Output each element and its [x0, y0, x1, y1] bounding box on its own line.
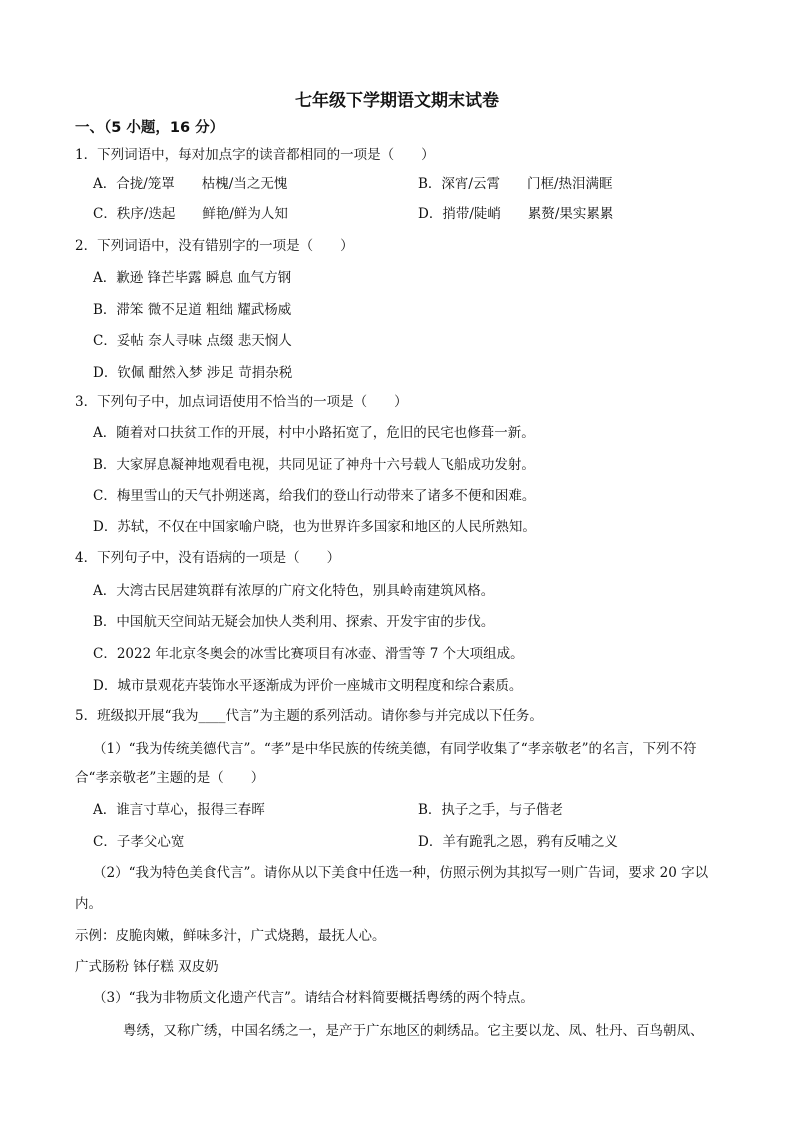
question-5-part1-line2: 合“孝亲敬老”主题的是（ ）	[75, 770, 265, 786]
question-5-food-list: 广式肠粉 钵仔糕 双皮奶	[75, 959, 219, 975]
exam-title: 七年级下学期语文期末试卷	[295, 91, 499, 111]
question-1-stem: 1．下列词语中，每对加点字的读音都相同的一项是（ ）	[75, 147, 435, 163]
question-5-option-a: A．谁言寸草心，报得三春晖	[93, 802, 265, 818]
question-5-part2-line1: （2）“我为特色美食代言”。请你从以下美食中任选一种，仿照示例为其拟写一则广告词，要求 20 字以	[93, 865, 709, 881]
question-2-option-b: B．滞笨 微不足道 粗绌 耀武杨威	[93, 302, 292, 318]
question-5-material: 粤绣，又称广绣，中国名绣之一，是产于广东地区的刺绣品。它主要以龙、凤、牡丹、百鸟朝凤、	[123, 1023, 704, 1039]
question-5-part3: （3）“我为非物质文化遗产代言”。请结合材料简要概括粤绣的两个特点。	[93, 990, 534, 1006]
question-5-option-b: B．执子之手，与子偕老	[418, 802, 563, 818]
question-4-option-b: B．中国航天空间站无疑会加快人类利用、探索、开发宇宙的步伐。	[93, 614, 495, 630]
question-5-part2-line2: 内。	[75, 896, 102, 912]
section-heading: 一、（5 小题，16 分）	[75, 120, 225, 136]
question-1-option-c: C．秩序/迭起 鲜艳/鲜为人知	[93, 206, 288, 222]
question-4-option-d: D．城市景观花卉装饰水平逐渐成为评价一座城市文明程度和综合素质。	[93, 678, 523, 694]
question-4-option-c: C．2022 年北京冬奥会的冰雪比赛项目有冰壶、滑雪等 7 个大项组成。	[93, 646, 524, 662]
question-1-option-d: D．捎带/陡峭 累赘/果实累累	[418, 206, 614, 222]
question-2-option-a: A．歉逊 锋芒毕露 瞬息 血气方钢	[93, 270, 292, 286]
question-1-option-b: B．深宵/云霄 门框/热泪满眶	[418, 176, 613, 192]
question-3-option-d: D．苏轼，不仅在中国家喻户晓，也为世界许多国家和地区的人民所熟知。	[93, 519, 536, 535]
question-3-option-a: A．随着对口扶贫工作的开展，村中小路拓宽了，危旧的民宅也修葺一新。	[93, 425, 535, 441]
question-5-option-c: C．子孝父心宽	[93, 834, 185, 850]
question-5-stem: 5．班级拟开展“我为____代言”为主题的系列活动。请你参与并完成以下任务。	[75, 708, 543, 724]
question-5-example: 示例：皮脆肉嫩，鲜味多汁，广式烧鹅，最抚人心。	[75, 928, 386, 944]
question-3-stem: 3．下列句子中，加点词语使用不恰当的一项是（ ）	[75, 394, 408, 410]
question-5-part1-line1: （1）“我为传统美德代言”。“孝”是中华民族的传统美德，有同学收集了“孝亲敬老”的名言，下列不符	[93, 741, 697, 757]
question-2-stem: 2．下列词语中，没有错别字的一项是（ ）	[75, 238, 354, 254]
question-5-option-d: D．羊有跪乳之恩，鸦有反哺之义	[418, 834, 618, 850]
question-2-option-c: C．妥帖 奈人寻味 点缀 悲天悯人	[93, 333, 292, 349]
question-4-stem: 4．下列句子中，没有语病的一项是（ ）	[75, 550, 341, 566]
question-1-option-a: A．合拢/笼罩 枯槐/当之无愧	[93, 176, 288, 192]
question-4-option-a: A．大湾古民居建筑群有浓厚的广府文化特色，别具岭南建筑风格。	[93, 583, 495, 599]
question-3-option-b: B．大家屏息凝神地观看电视，共同见证了神舟十六号载人飞船成功发射。	[93, 457, 535, 473]
question-3-option-c: C．梅里雪山的天气扑朔迷离，给我们的登山行动带来了诸多不便和困难。	[93, 488, 536, 504]
question-2-option-d: D．钦佩 酣然入梦 涉足 苛捐杂税	[93, 365, 293, 381]
